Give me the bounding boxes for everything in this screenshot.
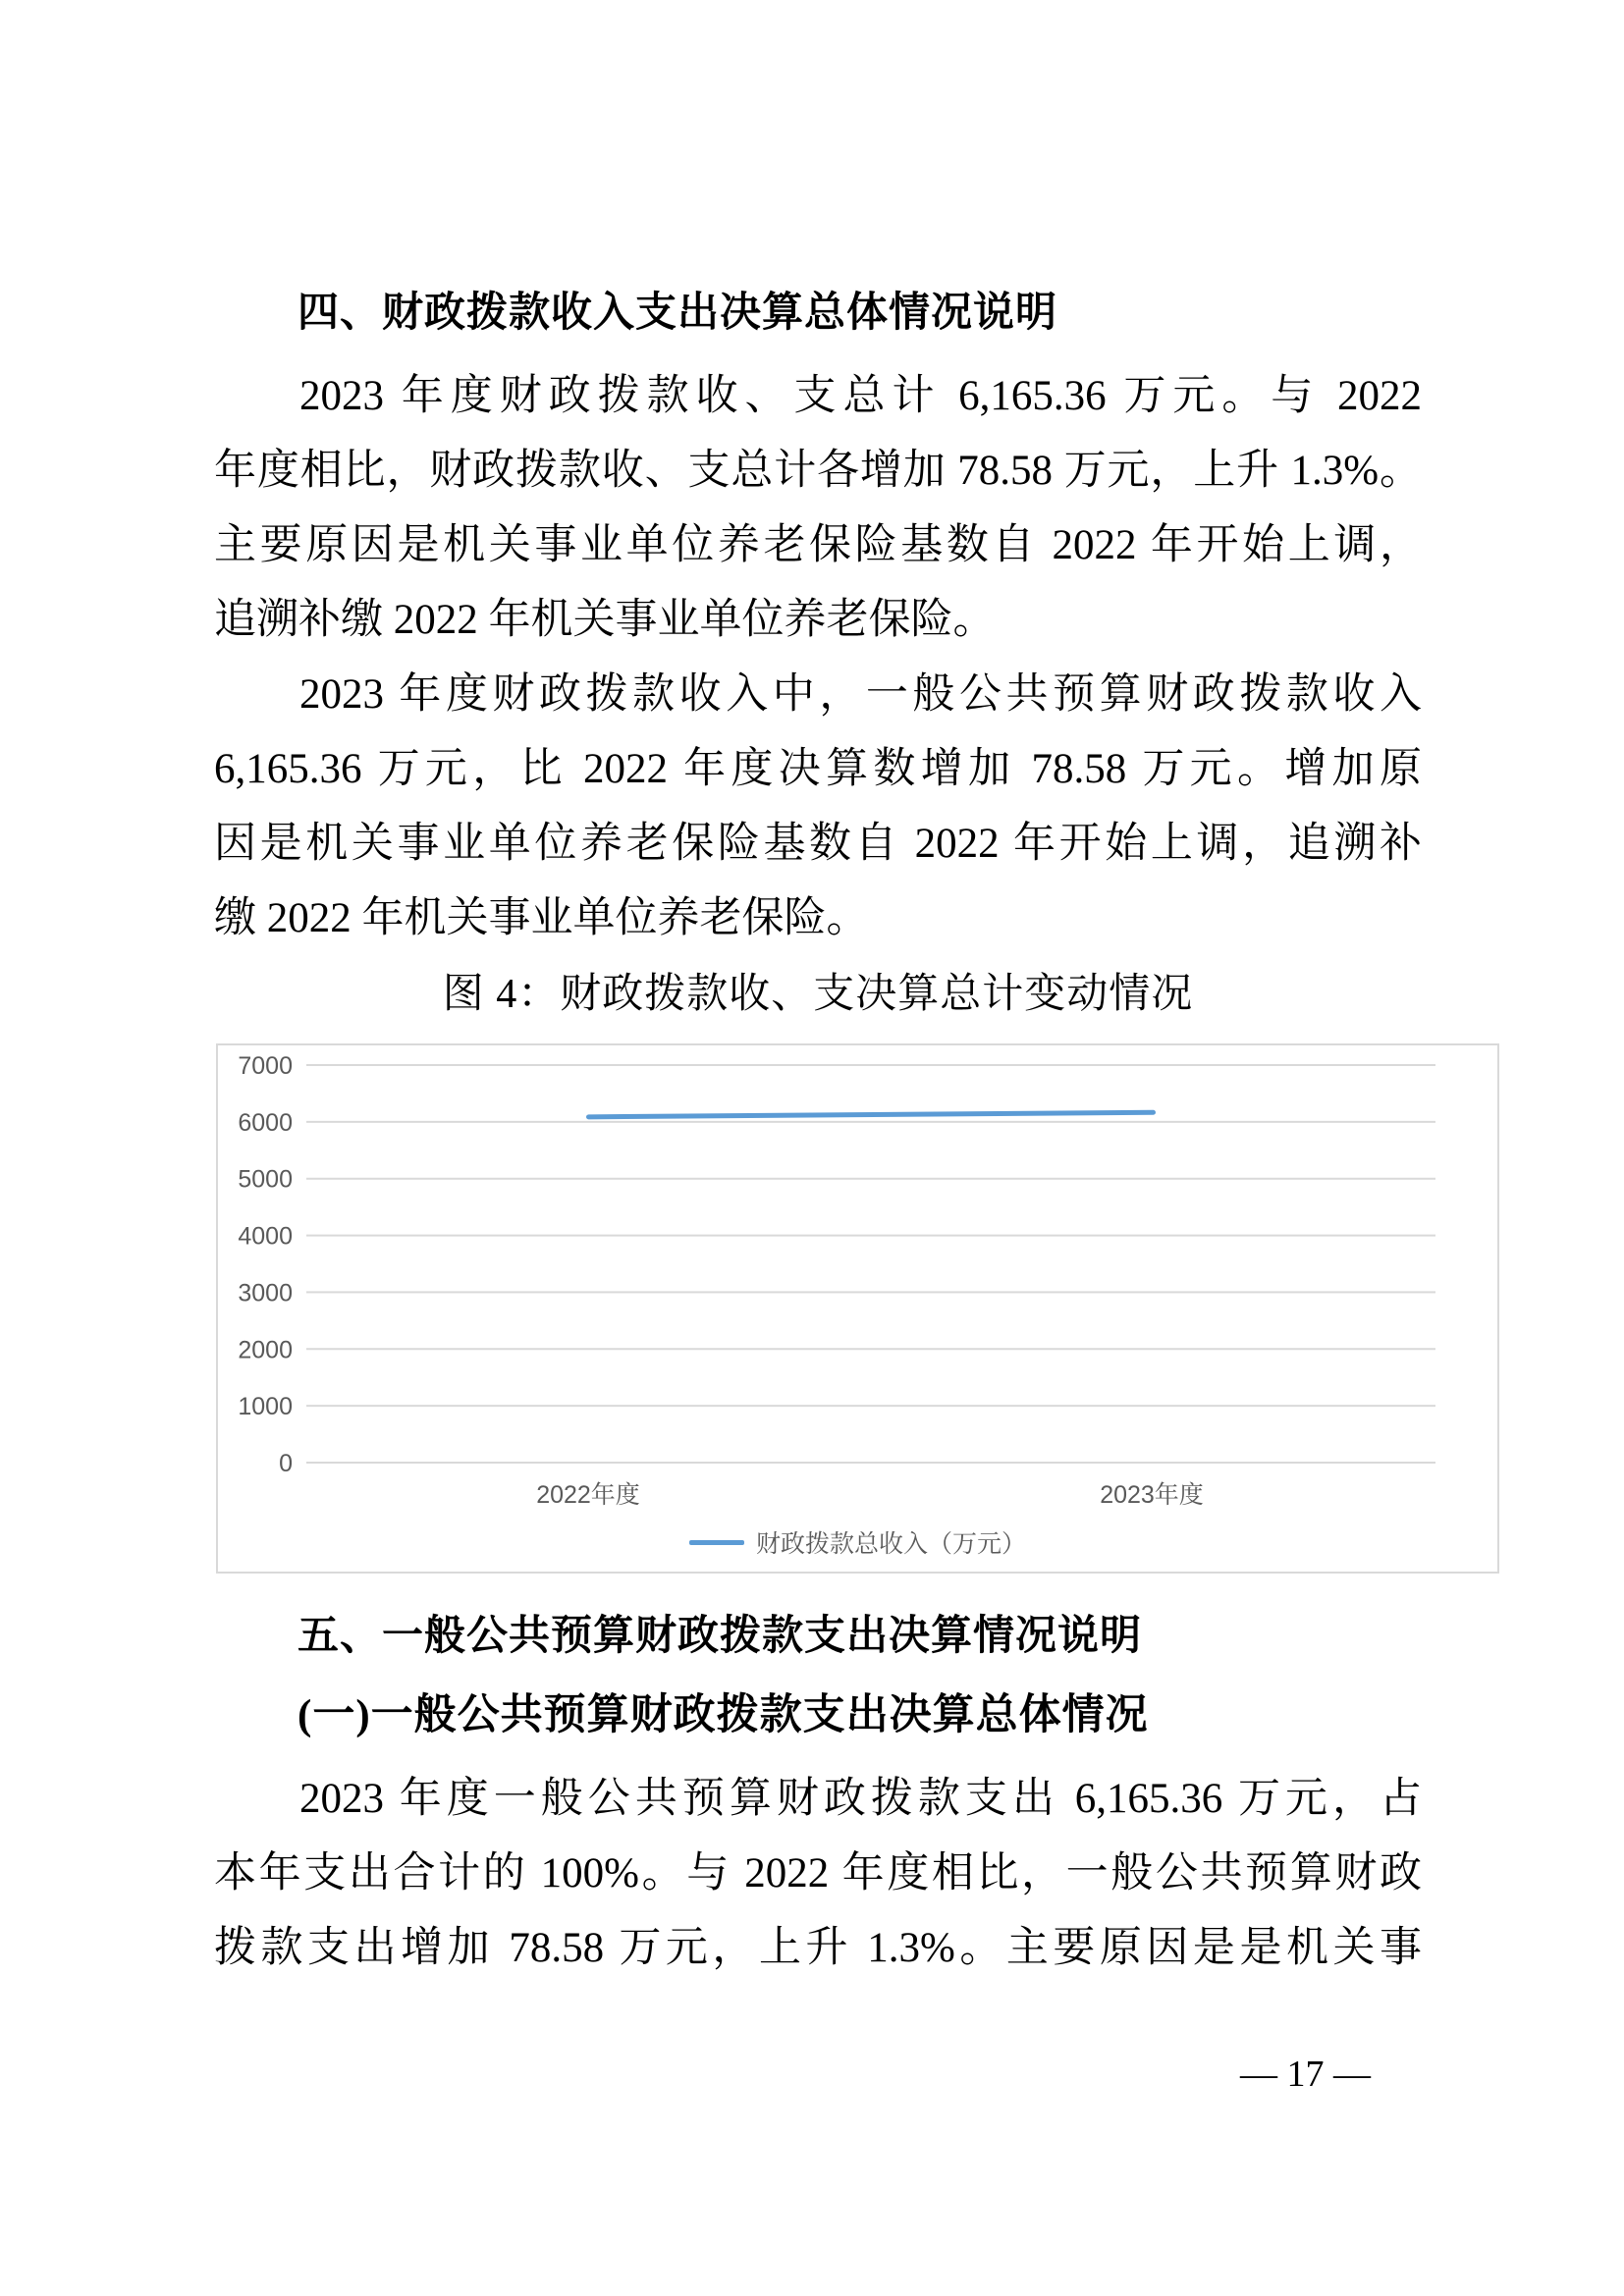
paragraph: [214, 1762, 1422, 1986]
section4-heading: 四、财政拨款收入支出决算总体情况说明: [298, 289, 1058, 335]
figure-caption: 图 4：财政拨款收、支决算总计变动情况: [442, 972, 1194, 1017]
data-series-line: [589, 1112, 1154, 1117]
y-axis-tick-label: 1000: [238, 1393, 293, 1421]
y-axis-tick-label: 2000: [238, 1336, 293, 1364]
paragraph: [214, 359, 1422, 658]
paragraph-line: 2023 年度一般公共预算财政拨款支出 6,165.36 万元，占: [299, 1776, 1422, 1822]
paragraph-line: 本年支出合计的 100%。与 2022 年度相比，一般公共预算财政: [214, 1850, 1422, 1896]
section5-heading: 五、一般公共预算财政拨款支出决算情况说明: [298, 1612, 1143, 1658]
legend-swatch-line: [689, 1540, 744, 1545]
paragraph-line: 缴 2022 年机关事业单位养老保险。: [214, 895, 869, 941]
section5-subheading: (一)一般公共预算财政拨款支出决算总体情况: [298, 1692, 1149, 1738]
y-axis-tick-label: 7000: [238, 1052, 293, 1080]
paragraph-line: 2023 年度财政拨款收、支总计 6,165.36 万元。与 2022: [299, 373, 1422, 419]
chart-plot-svg: [218, 1045, 1497, 1526]
paragraph-line: 拨款支出增加 78.58 万元，上升 1.3%。主要原因是是机关事: [214, 1925, 1422, 1971]
paragraph: [214, 658, 1422, 956]
legend: [218, 1524, 1497, 1560]
paragraph-line: 6,165.36 万元，比 2022 年度决算数增加 78.58 万元。增加原: [214, 746, 1422, 792]
x-axis-label: 2022年度: [536, 1481, 640, 1509]
y-axis-tick-label: 0: [279, 1450, 293, 1477]
paragraph-line: 2023 年度财政拨款收入中，一般公共预算财政拨款收入: [299, 671, 1422, 718]
page-number: — 17 —: [1240, 2054, 1371, 2095]
y-axis-tick-label: 3000: [238, 1279, 293, 1308]
paragraph-line: 主要原因是机关事业单位养老保险基数自 2022 年开始上调，: [214, 522, 1422, 568]
legend-label: 财政拨款总收入（万元）: [755, 1530, 1026, 1558]
figure-chart: [216, 1043, 1499, 1574]
x-axis-label: 2023年度: [1100, 1481, 1204, 1509]
paragraph-line: 追溯补缴 2022 年机关事业单位养老保险。: [214, 597, 996, 643]
paragraph-line: 年度相比，财政拨款收、支总计各增加 78.58 万元，上升 1.3%。: [214, 448, 1422, 494]
y-axis-tick-label: 5000: [238, 1165, 293, 1194]
paragraph-line: 因是机关事业单位养老保险基数自 2022 年开始上调，追溯补: [214, 821, 1422, 867]
y-axis-tick-label: 6000: [238, 1108, 293, 1137]
y-axis-tick-label: 4000: [238, 1222, 293, 1251]
